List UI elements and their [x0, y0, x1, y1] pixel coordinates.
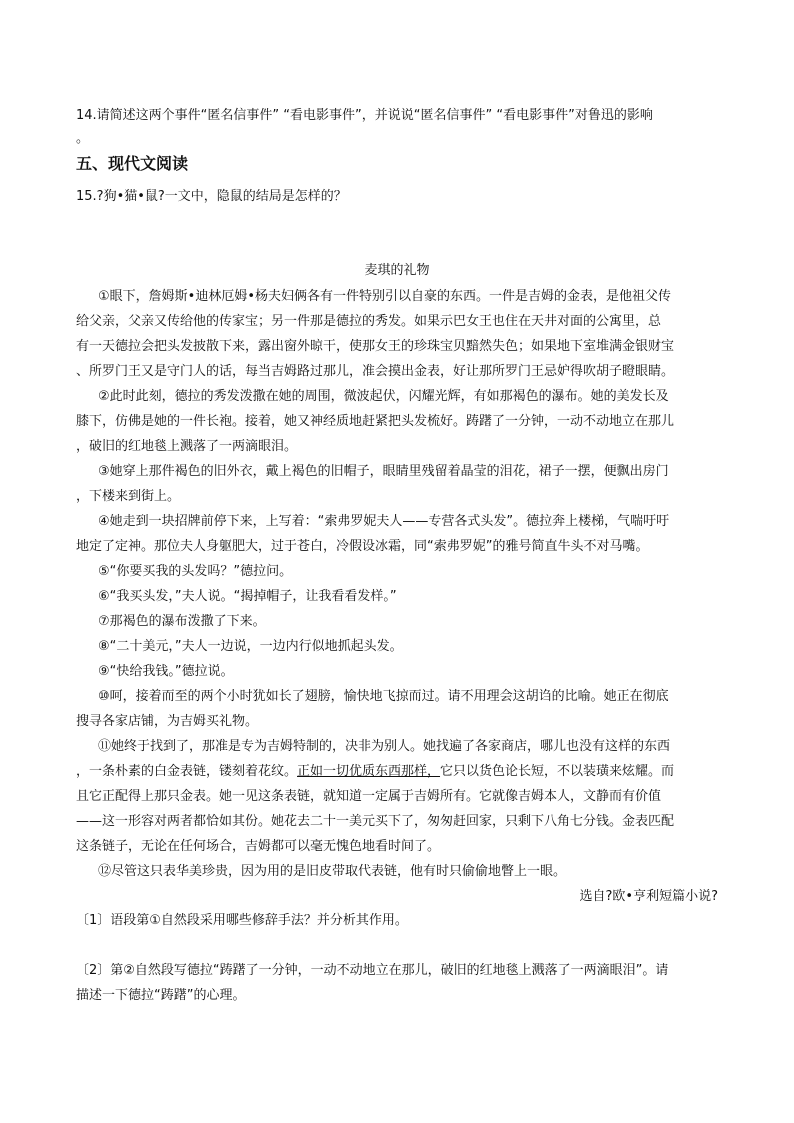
sub-question-2-line1: 〔2〕第②自然段写德拉“踌躇了一分钟，一动不动地立在那儿，破旧的红地毯上溅落了一两滴眼泪”。请: [76, 963, 669, 978]
paragraph-11-line: 且它正配得上那只金表。她一见这条表链，就知道一定属于吉姆所有。它就像吉姆本人，文静而有价值: [76, 789, 662, 804]
paragraph-11-line: [76, 764, 674, 780]
question-14-line1: 14.请简述这两个事件“匿名信事件” “看电影事件”，并说说“匿名信事件” “看电影事件”对鲁迅的影响: [76, 108, 653, 123]
paragraph-4-line: ④她走到一块招牌前停下来，上写着：“索弗罗妮夫人——专营各式头发”。德拉奔上楼梯，气喘吁吁: [98, 514, 670, 529]
paragraph-3-line: ③她穿上那件褐色的旧外衣，戴上褐色的旧帽子，眼睛里残留着晶莹的泪花，裙子一摆，便飘出房门: [98, 464, 669, 479]
paragraph-11-line: 这条链子，无论在任何场合，吉姆都可以毫无愧色地看时间了。: [76, 839, 441, 854]
underlined-sentence: 正如一切优质东西那样，: [297, 764, 441, 779]
passage-title: 麦琪的礼物: [364, 263, 430, 278]
paragraph-1-line: ①眼下，詹姆斯•迪林厄姆•杨夫妇俩各有一件特别引以自豪的东西。一件是吉姆的金表，是他祖父传: [98, 289, 671, 304]
paragraph-11-line: ⑪她终于找到了，那准是专为吉姆特制的，决非为别人。她找遍了各家商店，哪儿也没有这样的东西: [98, 739, 671, 754]
question-15: 15.?狗•猫•鼠?一文中，隐鼠的结局是怎样的？: [76, 189, 347, 204]
paragraph-9: ⑨“快给我钱。”德拉说。: [98, 664, 234, 679]
paragraph-2-line: 膝下，仿佛是她的一件长袍。接着，她又神经质地赶紧把头发梳好。踌躇了一分钟，一动不动地立在那儿: [76, 414, 675, 429]
paragraph-11-text: ，一条朴素的白金表链，镂刻着花纹。: [76, 764, 298, 779]
passage-source: 选自?欧•亨利短篇小说?: [579, 889, 718, 904]
section-heading: 五、现代文阅读: [76, 154, 189, 173]
paragraph-2-line: ②此时此刻，德拉的秀发泼撒在她的周围，微波起伏，闪耀光辉，有如那褐色的瀑布。她的美发长及: [98, 389, 669, 404]
paragraph-11-line: ——这一形容对两者都恰如其份。她花去二十一美元买下了，匆匆赶回家，只剩下八角七分钱。金表匹配: [76, 814, 675, 829]
paragraph-1-line: 、所罗门王又是守门人的话，每当吉姆路过那儿，准会摸出金表，好让那所罗门王忌妒得吹胡子瞪眼睛。: [76, 364, 675, 379]
sub-question-1: 〔1〕语段第①自然段采用哪些修辞手法？并分析其作用。: [76, 913, 408, 928]
paragraph-10-line: 搜寻各家店铺，为吉姆买礼物。: [76, 714, 259, 729]
paragraph-6: ⑥“我买头发，”夫人说。“揭掉帽子，让我看看发样。”: [98, 589, 397, 604]
paragraph-8: ⑧“二十美元，”夫人一边说，一边内行似地抓起头发。: [98, 639, 403, 654]
paragraph-12: ⑫尽管这只表华美珍贵，因为用的是旧皮带取代表链，他有时只偷偷地瞥上一眼。: [98, 864, 567, 879]
paragraph-2-line: ，破旧的红地毯上溅落了一两滴眼泪。: [76, 439, 298, 454]
paragraph-1-line: 有一天德拉会把头发披散下来，露出窗外晾干，使那女王的珍珠宝贝黯然失色；如果地下室堆满金银财宝: [76, 339, 675, 354]
paragraph-3-line: ，下楼来到街上。: [76, 489, 181, 504]
sub-question-2-line2: 描述一下德拉“踌躇”的心理。: [76, 988, 246, 1003]
paragraph-7: ⑦那褐色的瀑布泼撒了下来。: [98, 614, 266, 629]
paragraph-10-line: ⑩呵，接着而至的两个小时犹如长了翅膀，愉快地飞掠而过。请不用理会这胡诌的比喻。她正在彻底: [98, 689, 669, 704]
paragraph-1-line: 给父亲，父亲又传给他的传家宝；另一件那是德拉的秀发。如果示巴女王也住在天井对面的公寓里，总: [76, 314, 662, 329]
question-14-line2: 。: [76, 131, 90, 146]
paragraph-11-text: 它只以货色论长短，不以装璜来炫耀。而: [440, 764, 675, 779]
paragraph-5: ⑤“你要买我的头发吗？”德拉问。: [98, 564, 293, 579]
paragraph-4-line: 地定了定神。那位夫人身躯肥大，过于苍白，冷假设冰霜，同“索弗罗妮”的雅号简直牛头不对马嘴。: [76, 539, 649, 554]
